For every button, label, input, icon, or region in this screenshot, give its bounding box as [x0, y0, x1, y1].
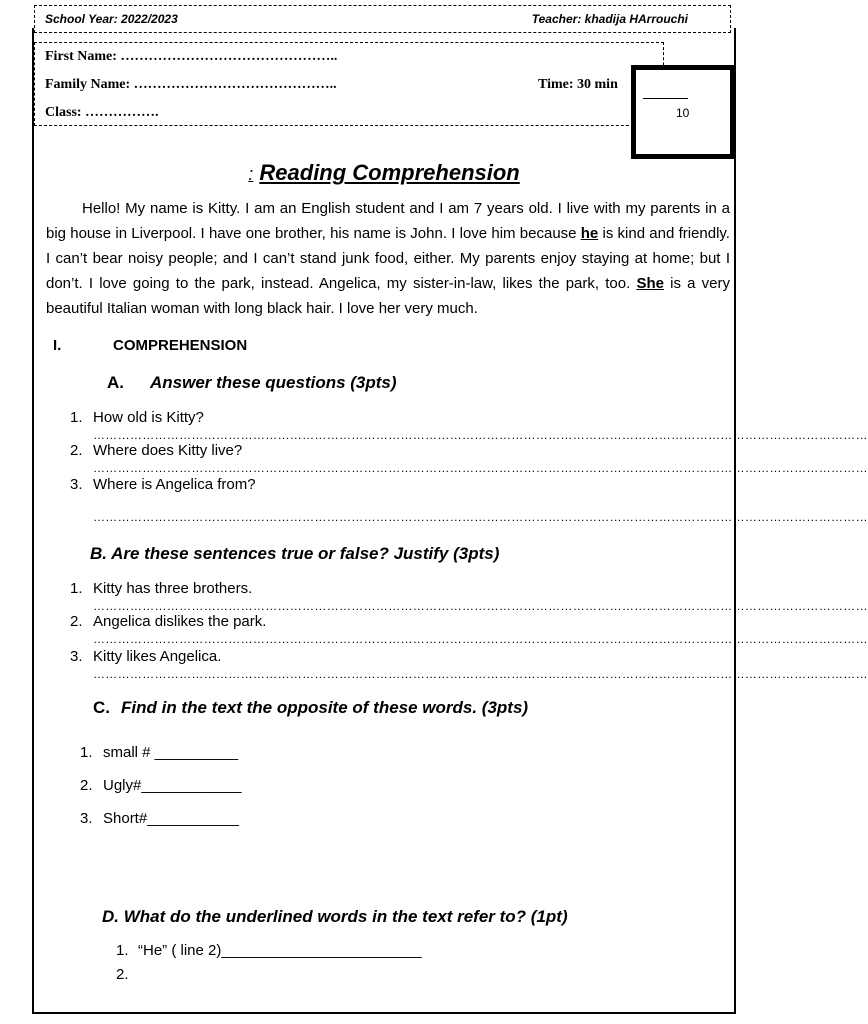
family-name-field[interactable]: Family Name: ……………………………………..: [45, 77, 337, 92]
list-number: 2.: [116, 966, 129, 983]
student-info-box: [34, 42, 664, 126]
question-b1: Kitty has three brothers.: [93, 580, 253, 597]
title-colon: :: [248, 164, 254, 184]
part-c-title: Find in the text the opposite of these words. (3pts): [121, 698, 529, 717]
answer-line[interactable]: ………………………………………………………………………………………………………………………………………………………………………: [93, 461, 868, 475]
first-name-field[interactable]: First Name: ………………………………………..: [45, 49, 338, 64]
page-title: [0, 160, 768, 186]
underlined-he: he: [580, 225, 599, 242]
list-number: 3.: [70, 476, 83, 493]
answer-line[interactable]: ………………………………………………………………………………………………………………………………………………………………………: [93, 510, 868, 524]
section-title: COMPREHENSION: [113, 337, 248, 354]
part-c-letter: C.: [93, 698, 110, 717]
part-a-letter: A.: [107, 373, 124, 392]
underlined-she: She: [636, 275, 664, 292]
question-a3: Where is Angelica from?: [93, 476, 256, 493]
answer-line[interactable]: ………………………………………………………………………………………………………………………………………………………………………: [93, 599, 868, 613]
list-number: 1.: [80, 744, 93, 761]
passage-part-3: is a very beautiful Italian woman with long black hair. I love her very much.: [46, 275, 730, 317]
passage-part-2: is kind and friendly. I can’t bear noisy people; and I can’t stand junk food, either. My parents enjoy staying at home; but I don’t. I love going to the park, instead. Angelica, my sister-in-law, likes the park, too.: [46, 225, 730, 292]
score-line: [643, 98, 688, 99]
passage-part-1: Hello! My name is Kitty. I am an English student and I am 7 years old. I live with my parents in a big house in Liverpool. I have one brother, his name is John. I love him because: [46, 200, 730, 242]
question-a2: Where does Kitty live?: [93, 442, 243, 459]
list-number: 3.: [70, 648, 83, 665]
reference-item-1[interactable]: “He” ( line 2)________________________: [138, 942, 422, 959]
list-number: 1.: [70, 580, 83, 597]
opposite-item-3[interactable]: Short#___________: [103, 810, 239, 827]
list-number: 2.: [70, 613, 83, 630]
list-number: 1.: [116, 942, 129, 959]
answer-line[interactable]: ………………………………………………………………………………………………………………………………………………………………………: [93, 428, 868, 442]
question-a1: How old is Kitty?: [93, 409, 204, 426]
school-year: School Year: 2022/2023: [45, 12, 178, 26]
section-number: I.: [53, 337, 62, 354]
list-number: 3.: [80, 810, 93, 827]
part-d-title: D. What do the underlined words in the text refer to? (1pt): [102, 907, 568, 926]
opposite-item-1[interactable]: small # __________: [103, 744, 239, 761]
list-number: 2.: [80, 777, 93, 794]
list-number: 1.: [70, 409, 83, 426]
part-a-title: Answer these questions (3pts): [150, 373, 397, 392]
title-text: Reading Comprehension: [259, 160, 520, 185]
answer-line[interactable]: ………………………………………………………………………………………………………………………………………………………………………: [93, 667, 868, 681]
opposite-item-2[interactable]: Ugly#____________: [103, 777, 242, 794]
reading-passage: [46, 196, 730, 321]
time-label: Time: 30 min: [538, 77, 618, 92]
question-b3: Kitty likes Angelica.: [93, 648, 222, 665]
class-field[interactable]: Class: …………….: [45, 105, 159, 120]
score-total: 10: [676, 106, 690, 120]
list-number: 2.: [70, 442, 83, 459]
header-bar: [34, 5, 731, 33]
answer-line[interactable]: ………………………………………………………………………………………………………………………………………………………………………: [93, 632, 868, 646]
score-box[interactable]: [631, 65, 735, 159]
part-b-title: B. Are these sentences true or false? Justify (3pts): [90, 544, 500, 563]
teacher-name: Teacher: khadija HArrouchi: [531, 12, 688, 26]
question-b2: Angelica dislikes the park.: [93, 613, 267, 630]
